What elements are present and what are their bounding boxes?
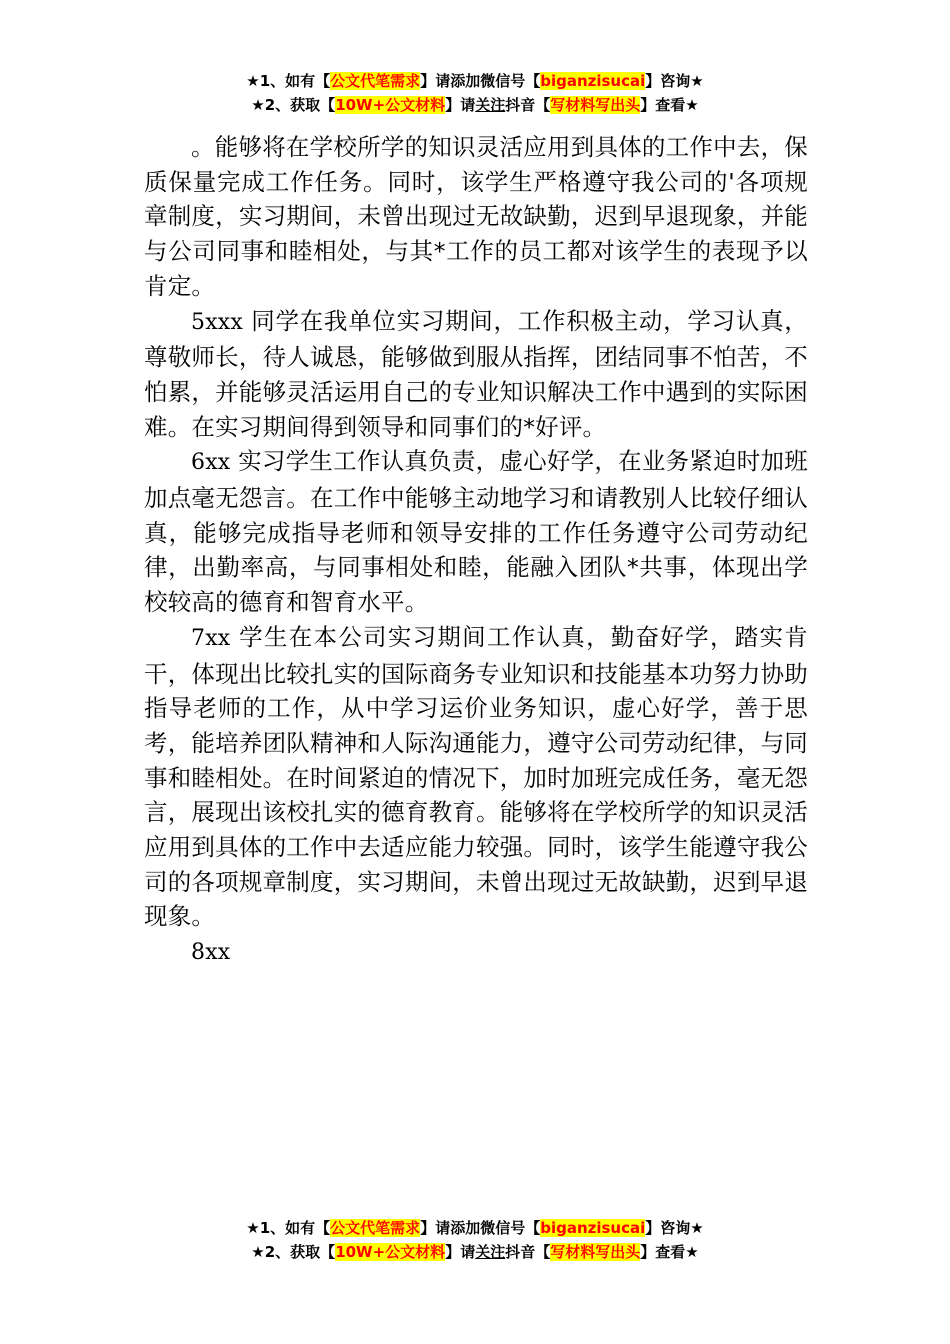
paragraph-number: 5xxx <box>191 309 244 335</box>
highlight-ghostwriting: 公文代笔需求 <box>330 72 421 90</box>
highlight-douyin-account: 写材料写出头 <box>550 1243 641 1261</box>
paragraph-7 <box>144 620 808 934</box>
paragraph-text: 实习学生工作认真负责，虚心好学，在业务紧迫时加班加点毫无怨言。在工作中能够主动地学习和请教别人比较仔细认真，能够完成指导老师和领导安排的工作任务遵守公司劳动纪律，出勤率高，与同事相处和睦，能融入团队*共事，体现出学校较高的德育和智育水平。 <box>144 447 808 617</box>
paragraph-number: 7xx <box>191 625 231 651</box>
paragraph-6 <box>144 444 808 620</box>
highlight-materials: 10W+公文材料 <box>335 1243 446 1261</box>
follow-underlined: 关注 <box>475 1243 506 1261</box>
follow-underlined: 关注 <box>475 96 506 114</box>
highlight-materials: 10W+公文材料 <box>335 96 446 114</box>
highlight-ghostwriting: 公文代笔需求 <box>330 1219 421 1237</box>
banner-line-1: ★1、如有【公文代笔需求】请添加微信号【biganzisucai】咨询★ <box>246 1219 704 1237</box>
paragraph-text: 学生在本公司实习期间工作认真，勤奋好学，踏实肯干，体现出比较扎实的国际商务专业知识和技能基本功努力协助指导老师的工作，从中学习运价业务知识，虚心好学，善于思考，能培养团队精神和人际沟通能力，遵守公司劳动纪律，与同事和睦相处。在时间紧迫的情况下，加时加班完成任务，毫无怨言，展现出该校扎实的德育教育。能够将在学校所学的知识灵活应用到具体的工作中去适应能力较强。同时，该学生能遵守我公司的各项规章制度，实习期间，未曾出现过无故缺勤，迟到早退现象。 <box>144 622 808 931</box>
highlight-wechat-id: biganzisucai <box>540 72 646 90</box>
header-banner <box>0 69 950 117</box>
paragraph-text: 同学在我单位实习期间，工作积极主动，学习认真，尊敬师长，待人诚恳，能够做到服从指挥，团结同事不怕苦，不怕累，并能够灵活运用自己的专业知识解决工作中遇到的实际困难。在实习期间得到领导和同事们的*好评。 <box>144 306 808 441</box>
highlight-wechat-id: biganzisucai <box>540 1219 646 1237</box>
document-body <box>144 130 808 971</box>
paragraph-5 <box>144 304 808 445</box>
banner-line-1: ★1、如有【公文代笔需求】请添加微信号【biganzisucai】咨询★ <box>246 72 704 90</box>
paragraph-number: 8xx <box>191 940 231 966</box>
banner-line-2: ★2、获取【10W+公文材料】请关注抖音【写材料写出头】查看★ <box>251 1243 699 1261</box>
paragraph-1 <box>144 130 808 304</box>
banner-line-2: ★2、获取【10W+公文材料】请关注抖音【写材料写出头】查看★ <box>251 96 699 114</box>
paragraph-text: 。能够将在学校所学的知识灵活应用到具体的工作中去，保质保量完成工作任务。同时，该学生严格遵守我公司的'各项规章制度，实习期间，未曾出现过无故缺勤，迟到早退现象，并能与公司同事和睦相处，与其*工作的员工都对该学生的表现予以肯定。 <box>144 133 808 300</box>
paragraph-8 <box>144 934 808 971</box>
footer-banner <box>0 1216 950 1264</box>
highlight-douyin-account: 写材料写出头 <box>550 96 641 114</box>
paragraph-number: 6xx <box>191 450 231 476</box>
